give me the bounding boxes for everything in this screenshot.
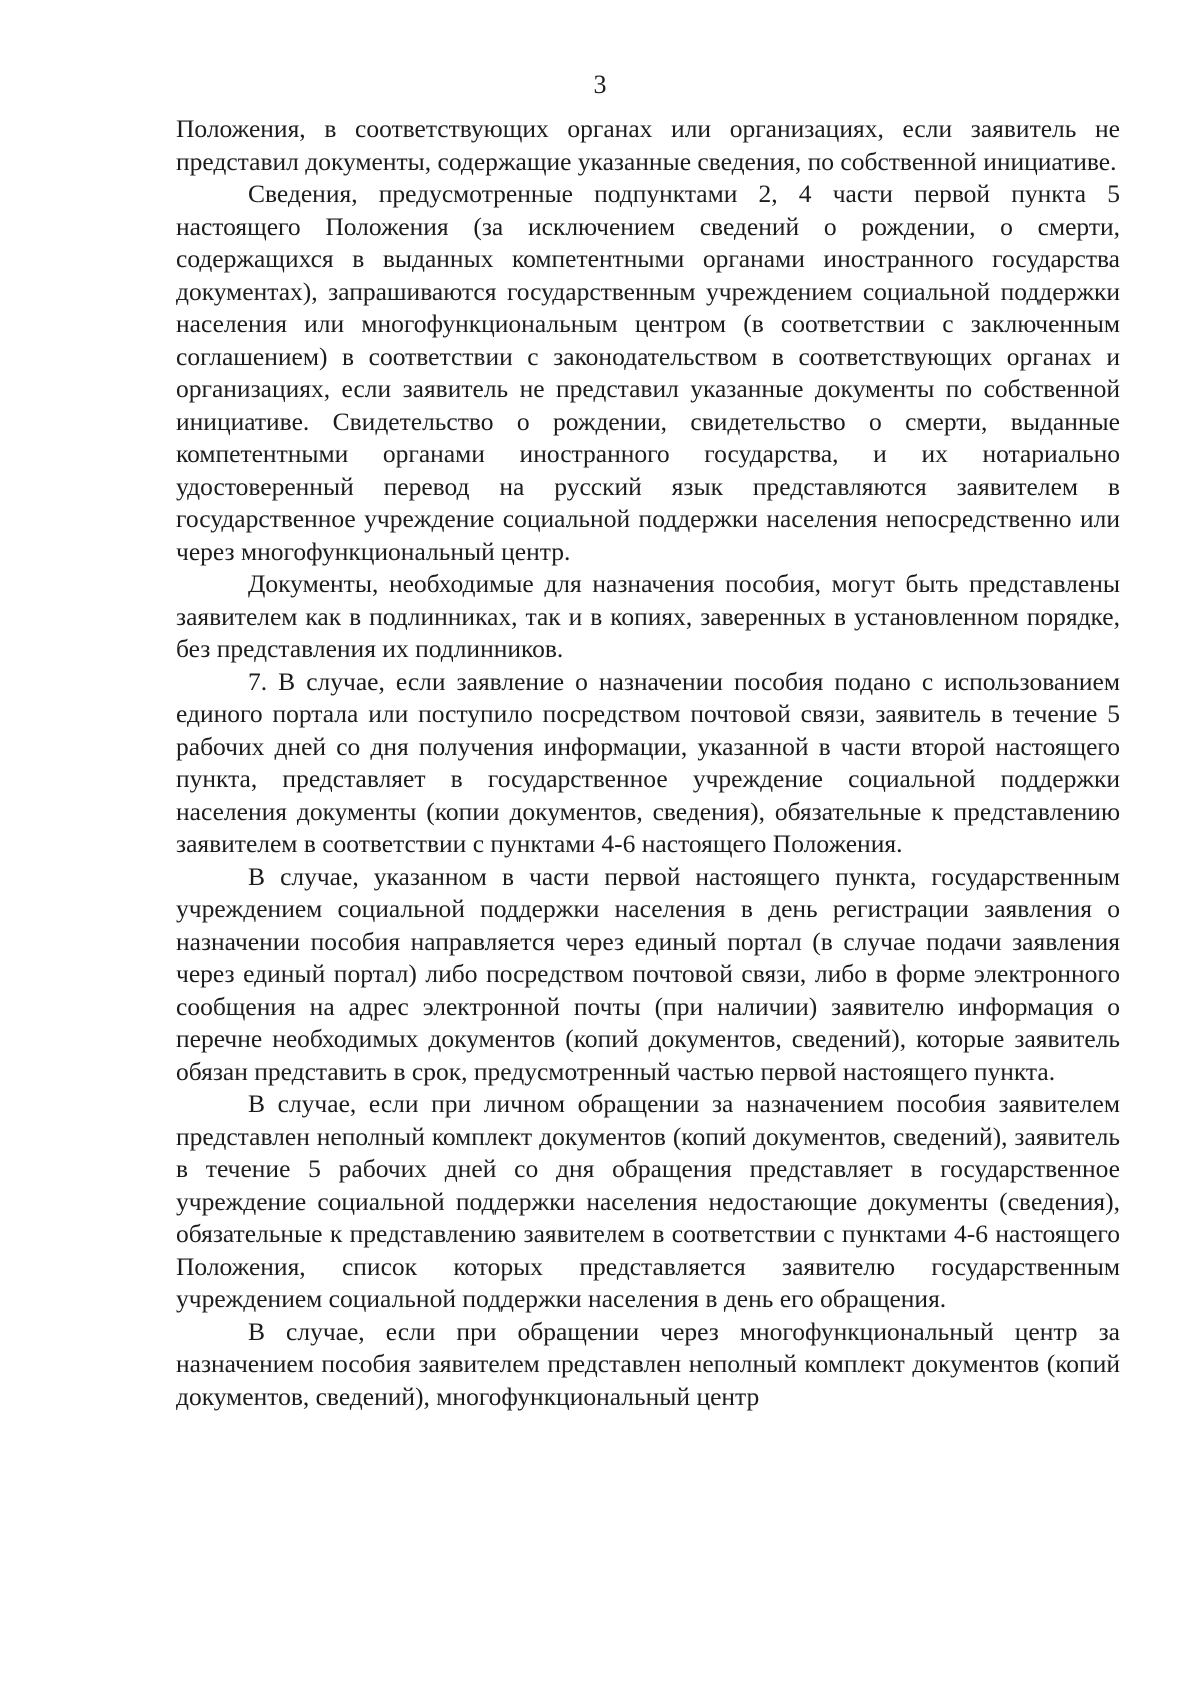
document-body: [176, 113, 1120, 1413]
page-number: 3: [593, 70, 607, 99]
paragraph: В случае, если при обращении через многофункциональный центр за назначением пособия заявителем представлен неполный комплект документов (копий документов, сведений), многофункциональный центр: [176, 1316, 1120, 1411]
paragraph: 7. В случае, если заявление о назначении пособия подано с использованием единого портала или поступило посредством почтовой связи, заявитель в течение 5 рабочих дней со дня получения информации, указанной в части второй настоящего пункта, представляет в государственное учреждение социальной поддержки населения документы (копии документов, сведения), обязательные к представлению заявителем в соответствии с пунктами 4-6 настоящего Положения.: [176, 666, 1120, 858]
paragraph: В случае, указанном в части первой настоящего пункта, государственным учреждением социальной поддержки населения в день регистрации заявления о назначении пособия направляется через единый портал (в случае подачи заявления через единый портал) либо посредством почтовой связи, либо в форме электронного сообщения на адрес электронной почты (при наличии) заявителю информация о перечне необходимых документов (копий документов, сведений), которые заявитель обязан представить в срок, предусмотренный частью первой настоящего пункта.: [176, 861, 1120, 1086]
paragraph: В случае, если при личном обращении за назначением пособия заявителем представлен неполный комплект документов (копий документов, сведений), заявитель в течение 5 рабочих дней со дня обращения представляет в государственное учреждение социальной поддержки населения недостающие документы (сведения), обязательные к представлению заявителем в соответствии с пунктами 4-6 настоящего Положения, список которых представляется заявителю государственным учреждением социальной поддержки населения в день его обращения.: [176, 1089, 1120, 1313]
paragraph: Сведения, предусмотренные подпунктами 2, 4 части первой пункта 5 настоящего Положения (за исключением сведений о рождении, о смерти, содержащихся в выданных компетентными органами иностранного государства документах), запрашиваются государственным учреждением социальной поддержки населения или многофункциональным центром (в соответствии с заключенным соглашением) в соответствии с законодательством в соответствующих органах и организациях, если заявитель не представил указанные документы по собственной инициативе. Свидетельство о рождении, свидетельство о смерти, выданные компетентными органами иностранного государства, и их нотариально удостоверенный перевод на русский язык представляются заявителем в государственное учреждение социальной поддержки населения непосредственно или через многофункциональный центр.: [176, 179, 1120, 566]
paragraph: Документы, необходимые для назначения пособия, могут быть представлены заявителем как в подлинниках, так и в копиях, заверенных в установленном порядке, без представления их подлинников.: [176, 569, 1120, 663]
paragraph: Положения, в соответствующих органах или организациях, если заявитель не представил документы, содержащие указанные сведения, по собственной инициативе.: [176, 114, 1120, 176]
